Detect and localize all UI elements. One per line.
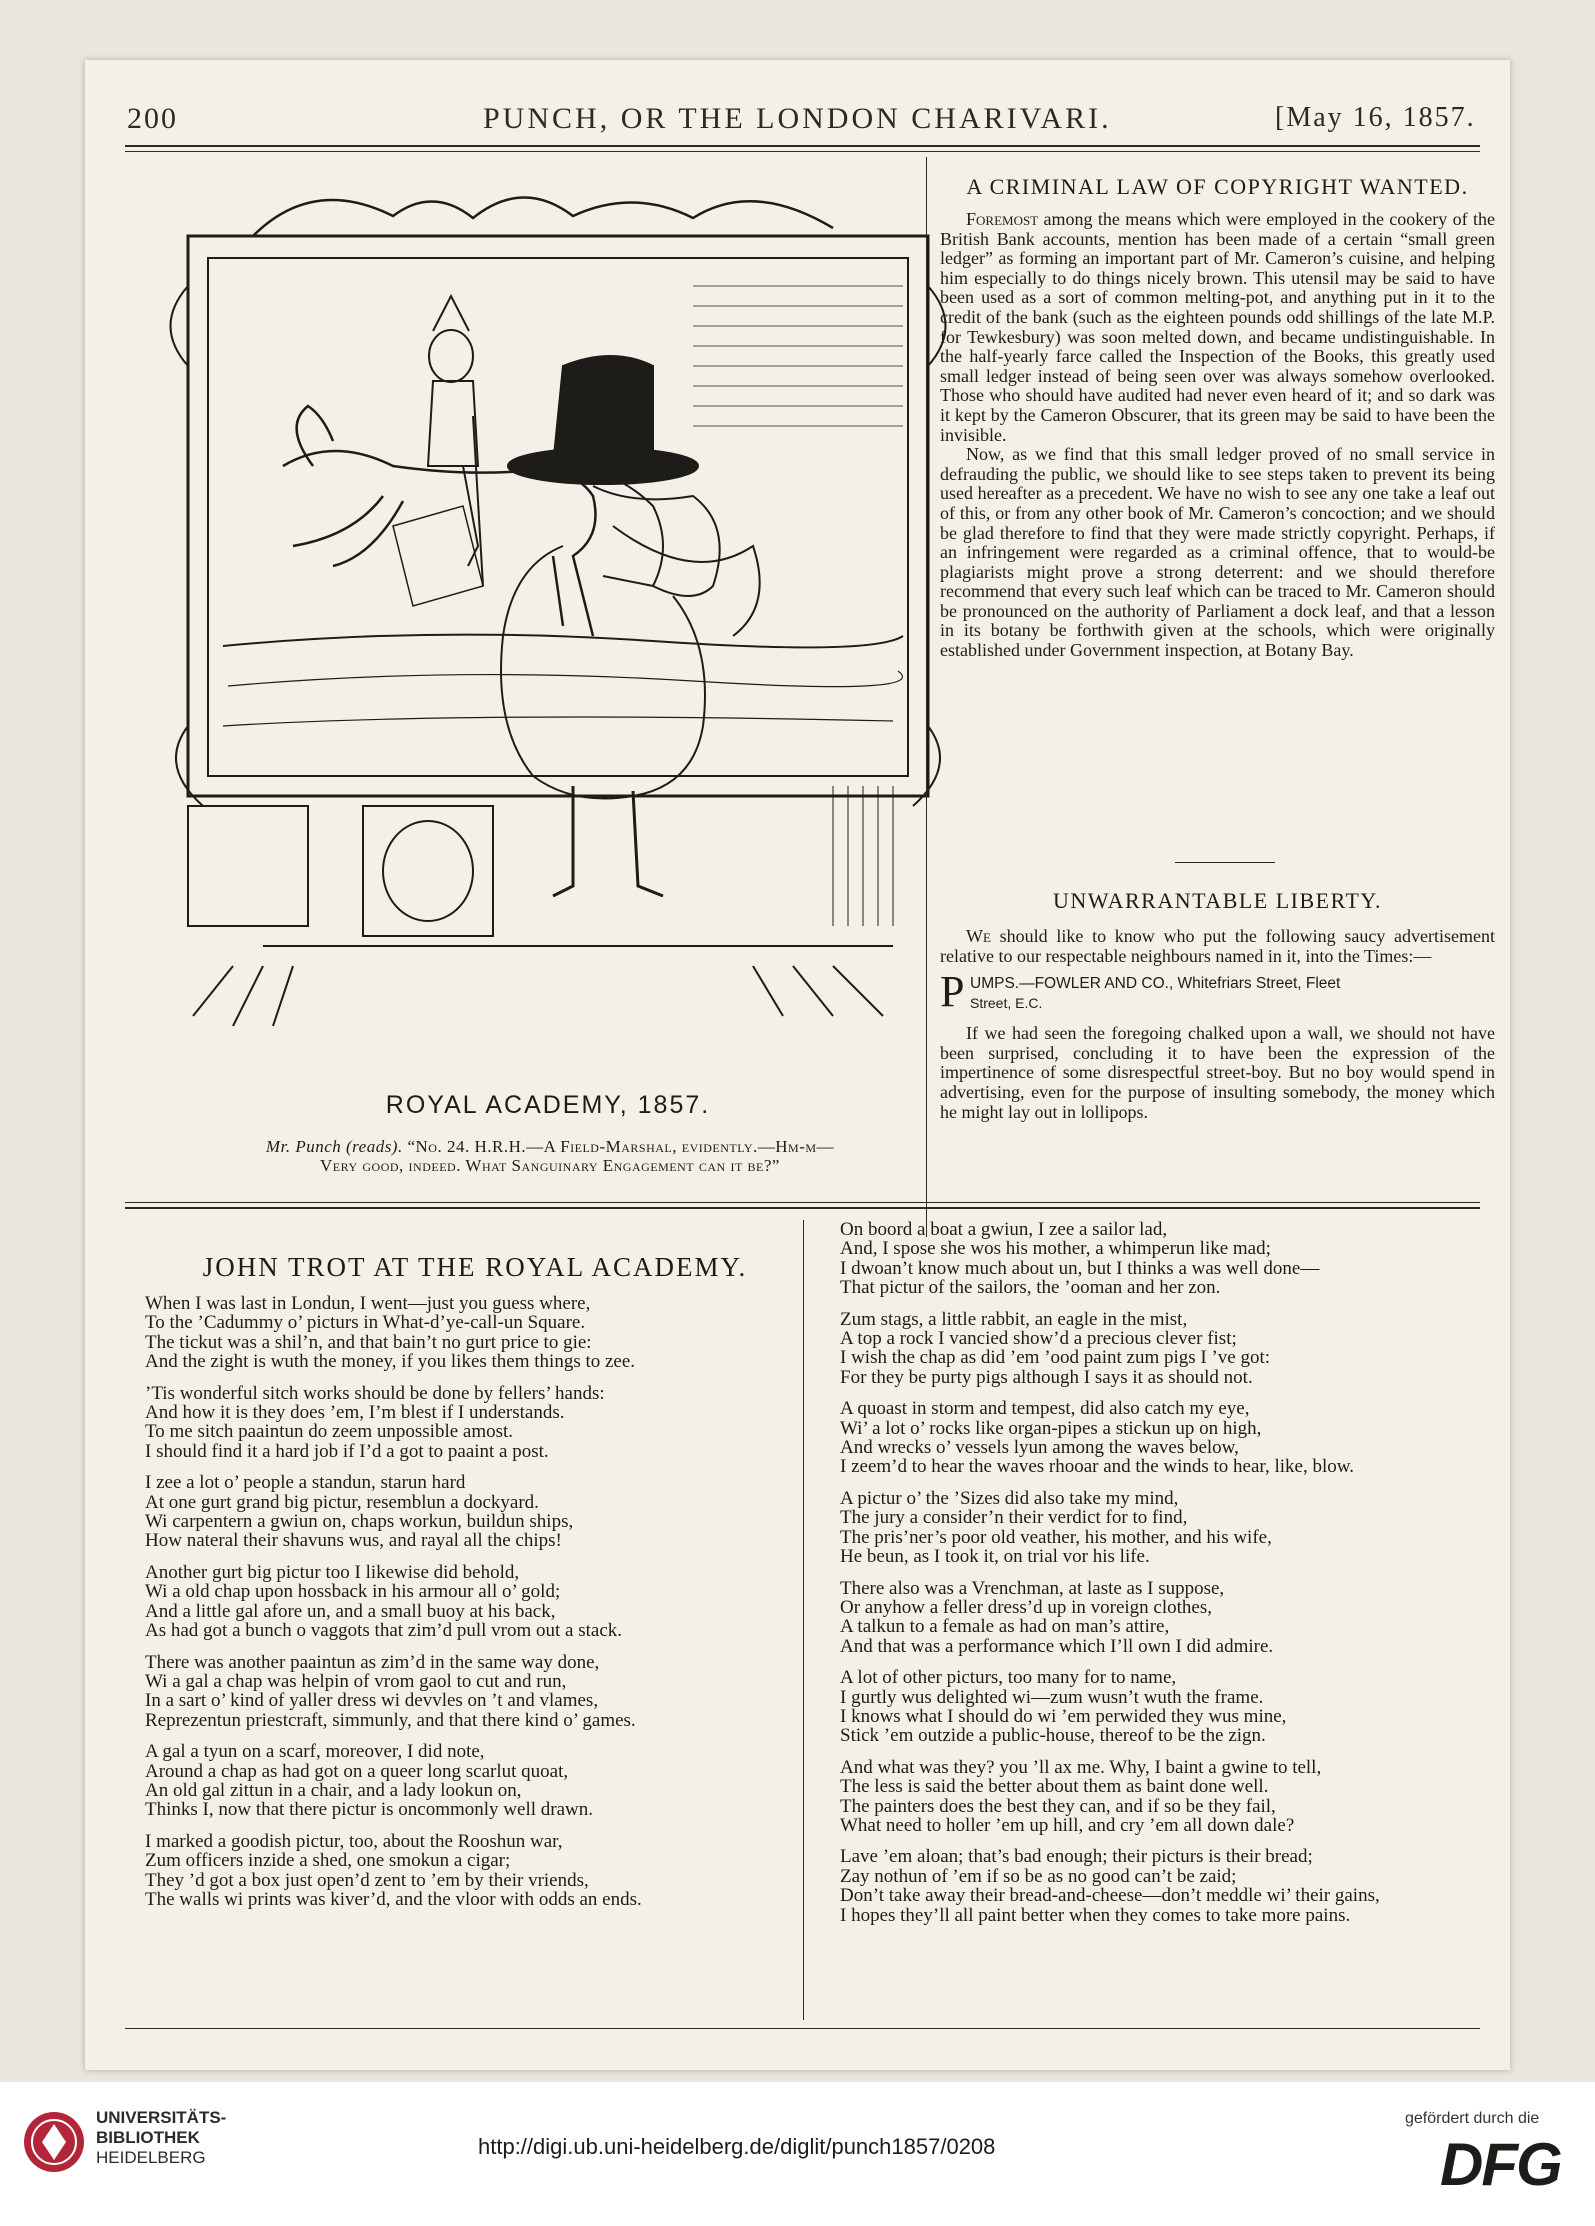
poem-line: A talkun to a female as had on man’s attire, bbox=[840, 1616, 1170, 1638]
poem-line: Thinks I, now that there pictur is oncommonly well drawn. bbox=[145, 1799, 593, 1821]
article-separator bbox=[1175, 862, 1275, 863]
poem-stanza bbox=[840, 1758, 1490, 1836]
poem-line: And the zight is wuth the money, if you likes them things to zee. bbox=[145, 1351, 636, 1373]
issue-date: [May 16, 1857. bbox=[1275, 102, 1476, 133]
dfg-logo: DFG bbox=[1440, 2131, 1561, 2198]
article-liberty-paragraph-1: We should like to know who put the following saucy advertisement relative to our respectable neighbours named in it, into the Times:— bbox=[940, 926, 1495, 966]
poem-line: I gurtly wus delighted wi—zum wusn’t wuth the frame. bbox=[840, 1686, 1264, 1708]
poem-line: And a little gal afore un, and a small buoy at his back, bbox=[145, 1600, 556, 1622]
poem-line: I zee a lot o’ people a standun, starun hard bbox=[145, 1472, 466, 1494]
poem-line: As had got a bunch o vaggots that zim’d pull vrom out a stack. bbox=[145, 1620, 623, 1642]
column-divider bbox=[926, 157, 927, 1237]
poem-stanza bbox=[840, 1668, 1490, 1746]
poem-line: A quoast in storm and tempest, did also catch my eye, bbox=[840, 1398, 1250, 1420]
poem-left-column bbox=[145, 1294, 795, 1921]
section-rule-thick bbox=[125, 1207, 1480, 1209]
poem-line: To the ’Cadummy o’ picturs in What-d’ye-call-un Square. bbox=[145, 1312, 586, 1334]
sponsor-text: gefördert durch die bbox=[1405, 2110, 1540, 2127]
poem-line: What need to holler ’em up hill, and cry ’em all down dale? bbox=[840, 1814, 1295, 1836]
caption-reads: (reads). bbox=[346, 1137, 403, 1156]
poem-line: I marked a goodish pictur, too, about the Rooshun war, bbox=[145, 1830, 563, 1852]
caption-speaker: Mr. Punch bbox=[265, 1137, 342, 1156]
poem-line: There also was a Vrenchman, at laste as I suppose, bbox=[840, 1577, 1225, 1599]
cartoon-drawing bbox=[133, 166, 963, 1112]
poem-line: And how it is they does ’em, I’m blest if I understands. bbox=[145, 1402, 565, 1424]
poem-line: On boord a boat a gwiun, I zee a sailor lad, bbox=[840, 1219, 1168, 1240]
poem-line: Wi a gal a chap was helpin of vrom gaol to cut and run, bbox=[145, 1670, 567, 1692]
article-title-copyright: A CRIMINAL LAW OF COPYRIGHT WANTED. bbox=[966, 174, 1469, 199]
poem-title: JOHN TROT AT THE ROYAL ACADEMY. bbox=[202, 1252, 748, 1282]
viewer-footer bbox=[0, 2082, 1595, 2226]
article-liberty-body bbox=[940, 927, 1495, 1122]
poem-line: In a sart o’ kind of yaller dress wi devvles on ’t and vlames, bbox=[145, 1690, 599, 1712]
poem-stanza bbox=[840, 1310, 1490, 1388]
poem-stanza bbox=[145, 1742, 795, 1820]
cartoon-caption-title: ROYAL ACADEMY, 1857. bbox=[385, 1091, 711, 1119]
poem-line: The jury a consider’n their verdict for to find, bbox=[840, 1507, 1188, 1529]
poem-line: ’Tis wonderful sitch works should be done by fellers’ hands: bbox=[145, 1382, 605, 1404]
poem-line: Around a chap as had got on a queer long scarlut quoat, bbox=[145, 1760, 569, 1782]
article-copyright-lead: Foremost bbox=[966, 209, 1039, 229]
poem-line: Wi carpentern a gwiun on, chaps workun, buildun ships, bbox=[145, 1511, 574, 1533]
poem-stanza bbox=[145, 1384, 795, 1462]
poem-line: Lave ’em aloan; that’s bad enough; their picturs is their bread; bbox=[840, 1846, 1313, 1868]
poem-stanza bbox=[145, 1653, 795, 1731]
poem-column-divider bbox=[803, 1220, 804, 2020]
poem-line: And what was they? you ’ll ax me. Why, I baint a gwine to tell, bbox=[840, 1756, 1322, 1778]
article-copyright-paragraph-1: Foremost among the means which were employed in the cookery of the British Bank accounts, mention has been made of a certain “small green ledger” as forming an important part of Mr. Cameron’s cuisine, and helping him especially to do things nicely brown. This utensil may be said to have been used as a sort of common melting-pot, and anything put in it to the credit of the bank (such as the eighteen pounds odd shillings of the late M.P. for Tewkesbury) was soon melted down, and became undistinguishable. In the half-yearly farce called the Inspection of the Books, this greatly used small ledger instead of being seen over was always somehow overlooked. Those who should have audited had never even heard of it; and so dark was it kept by the Cameron Obscurer, that its green may be said to have been the invisible. bbox=[940, 209, 1495, 445]
header-rule-thin bbox=[125, 151, 1480, 152]
poem-line: I dwoan’t know much about un, but I thinks a was well done— bbox=[840, 1257, 1320, 1279]
poem-line: A pictur o’ the ’Sizes did also take my mind, bbox=[840, 1487, 1179, 1509]
poem-line: For they be purty pigs although I says it as should not. bbox=[840, 1366, 1253, 1388]
poem-line: That pictur of the sailors, the ’ooman and her zon. bbox=[840, 1277, 1221, 1299]
cartoon-caption bbox=[125, 1137, 975, 1175]
poem-line: Zay nothun of ’em if so be as no good can’t be zaid; bbox=[840, 1865, 1237, 1887]
poem-line: I zeem’d to hear the waves rhooar and the winds to hear, like, blow. bbox=[840, 1456, 1354, 1478]
poem-stanza bbox=[840, 1220, 1490, 1298]
poem-line: And wrecks o’ vessels lyun among the waves below, bbox=[840, 1437, 1239, 1459]
poem-line: And that was a performance which I’ll own I did admire. bbox=[840, 1635, 1274, 1657]
poem-line: The tickut was a shil’n, and that bain’t no gurt price to gie: bbox=[145, 1331, 592, 1353]
caption-line-2: Very good, indeed. What Sanguinary Engagement can it be?” bbox=[320, 1156, 780, 1175]
poem-line: A lot of other picturs, too many for to name, bbox=[840, 1667, 1177, 1689]
poem-line: They ’d got a box just open’d zent to ’em by their vriends, bbox=[145, 1869, 589, 1891]
poem-line: At one gurt grand big pictur, resemblun a dockyard. bbox=[145, 1491, 539, 1513]
advertisement-line-2: Street, E.C. bbox=[970, 995, 1043, 1012]
poem-line: An old gal zittun in a chair, and a lady lookun on, bbox=[145, 1779, 522, 1801]
permalink-url[interactable]: http://digi.ub.uni-heidelberg.de/diglit/punch1857/0208 bbox=[478, 2134, 996, 2159]
poem-line: To me sitch paaintun do zeem unpossible amost. bbox=[145, 1421, 514, 1443]
poem-line: I knows what I should do wi ’em perwided they wus mine, bbox=[840, 1705, 1287, 1727]
poem-stanza bbox=[840, 1579, 1490, 1657]
running-title: PUNCH, OR THE LONDON CHARIVARI. bbox=[483, 102, 1112, 135]
poem-line: Stick ’em outzide a public-house, thereof to be the zign. bbox=[840, 1725, 1266, 1747]
library-name: UNIVERSITÄTS- BIBLIOTHEK HEIDELBERG bbox=[96, 2108, 227, 2167]
poem-line: I hopes they’ll all paint better when they comes to take more pains. bbox=[840, 1904, 1351, 1926]
poem-line: He beun, as I took it, on trial vor his life. bbox=[840, 1546, 1150, 1568]
section-rule bbox=[125, 1202, 1480, 1203]
poem-line: Wi a old chap upon hossback in his armour all o’ gold; bbox=[145, 1581, 561, 1603]
poem-line: There was another paaintun as zim’d in the same way done, bbox=[145, 1651, 600, 1673]
poem-line: The pris’ner’s poor old veather, his mother, and his wife, bbox=[840, 1526, 1272, 1548]
caption-line-1: “No. 24. H.R.H.—A Field-Marshal, evidently.—Hm-m— bbox=[407, 1137, 835, 1156]
article-copyright-paragraph-2: Now, as we find that this small ledger proved of no small service in defrauding the public, we should like to see steps taken to prevent its being used hereafter as a precedent. We have no wish to see any one take a leaf out of this, or from any other book of Mr. Cameron’s concoction; and we should be glad therefore to find that they were made strictly copyright. Perhaps, if an infringement were regarded as a criminal offence, that to would-be plagiarists might prove a strong deterrent: and we should therefore recommend that every such leaf which can be traced to Mr. Cameron should be pronounced on the authority of Parliament a dock leaf, and that a lesson in its botany be forthwith given at the schools, which were originally established under Government inspection, at Botany Bay. bbox=[940, 444, 1495, 661]
poem-line: A gal a tyun on a scarf, moreover, I did note, bbox=[145, 1741, 485, 1763]
cartoon-illustration bbox=[133, 166, 963, 1112]
poem-stanza bbox=[145, 1473, 795, 1551]
poem-stanza bbox=[145, 1832, 795, 1910]
poem-stanza bbox=[840, 1399, 1490, 1477]
poem-stanza bbox=[145, 1294, 795, 1372]
poem-line: Or anyhow a feller dress’d up in voreign clothes, bbox=[840, 1596, 1212, 1618]
poem-line: The less is said the better about them as baint done well. bbox=[840, 1776, 1269, 1798]
poem-line: Zum stags, a little rabbit, an eagle in the mist, bbox=[840, 1308, 1188, 1330]
header-rule bbox=[125, 145, 1480, 147]
poem-line: I wish the chap as did ’em ’ood paint zum pigs I ’ve got: bbox=[840, 1347, 1271, 1369]
poem-line: Don’t take away their bread-and-cheese—don’t meddle wi’ their gains, bbox=[840, 1885, 1380, 1907]
poem-stanza bbox=[145, 1563, 795, 1641]
article-liberty-lead: We bbox=[966, 926, 991, 946]
poem-line: The painters does the best they can, and if so be they fail, bbox=[840, 1795, 1276, 1817]
poem-line: I should find it a hard job if I’d a got to paaint a post. bbox=[145, 1440, 549, 1462]
poem-line: A top a rock I vancied show’d a precious clever fist; bbox=[840, 1328, 1237, 1350]
article-title-liberty: UNWARRANTABLE LIBERTY. bbox=[1053, 888, 1382, 913]
poem-line: Zum officers inzide a shed, one smokun a cigar; bbox=[145, 1850, 511, 1872]
poem-line: When I was last in Londun, I went—just you guess where, bbox=[145, 1293, 591, 1314]
poem-line: And, I spose she wos his mother, a whimperun like mad; bbox=[840, 1238, 1271, 1260]
advertisement-line-1: UMPS.—FOWLER AND CO., Whitefriars Street, Fleet bbox=[970, 975, 1341, 993]
bottom-rule bbox=[125, 2028, 1480, 2029]
poem-line: Another gurt big pictur too I likewise did behold, bbox=[145, 1561, 520, 1583]
poem-line: Wi’ a lot o’ rocks like organ-pipes a stickun up on high, bbox=[840, 1417, 1262, 1439]
poem-stanza bbox=[840, 1489, 1490, 1567]
advertisement bbox=[940, 967, 1495, 1018]
article-copyright-body bbox=[940, 210, 1495, 661]
poem-line: Reprezentun priestcraft, simmunly, and that there kind o’ games. bbox=[145, 1709, 636, 1731]
university-seal-icon bbox=[22, 2110, 86, 2174]
poem-stanza bbox=[840, 1847, 1490, 1925]
poem-line: How nateral their shavuns wus, and rayal all the chips! bbox=[145, 1530, 562, 1552]
scanned-page bbox=[85, 60, 1510, 2070]
article-liberty-paragraph-2: If we had seen the foregoing chalked upon a wall, we should not have been surprised, concluding it to have been the expression of the impertinence of some disrespectful street-boy. But no boy would spend in advertising, even for the purpose of insulting somebody, the money which he might lay out in lollipops. bbox=[940, 1023, 1495, 1122]
advertisement-initial: P bbox=[940, 967, 965, 1017]
poem-right-column bbox=[840, 1220, 1490, 1937]
page-number: 200 bbox=[127, 102, 178, 135]
poem-line: The walls wi prints was kiver’d, and the vloor with odds an ends. bbox=[145, 1888, 642, 1910]
